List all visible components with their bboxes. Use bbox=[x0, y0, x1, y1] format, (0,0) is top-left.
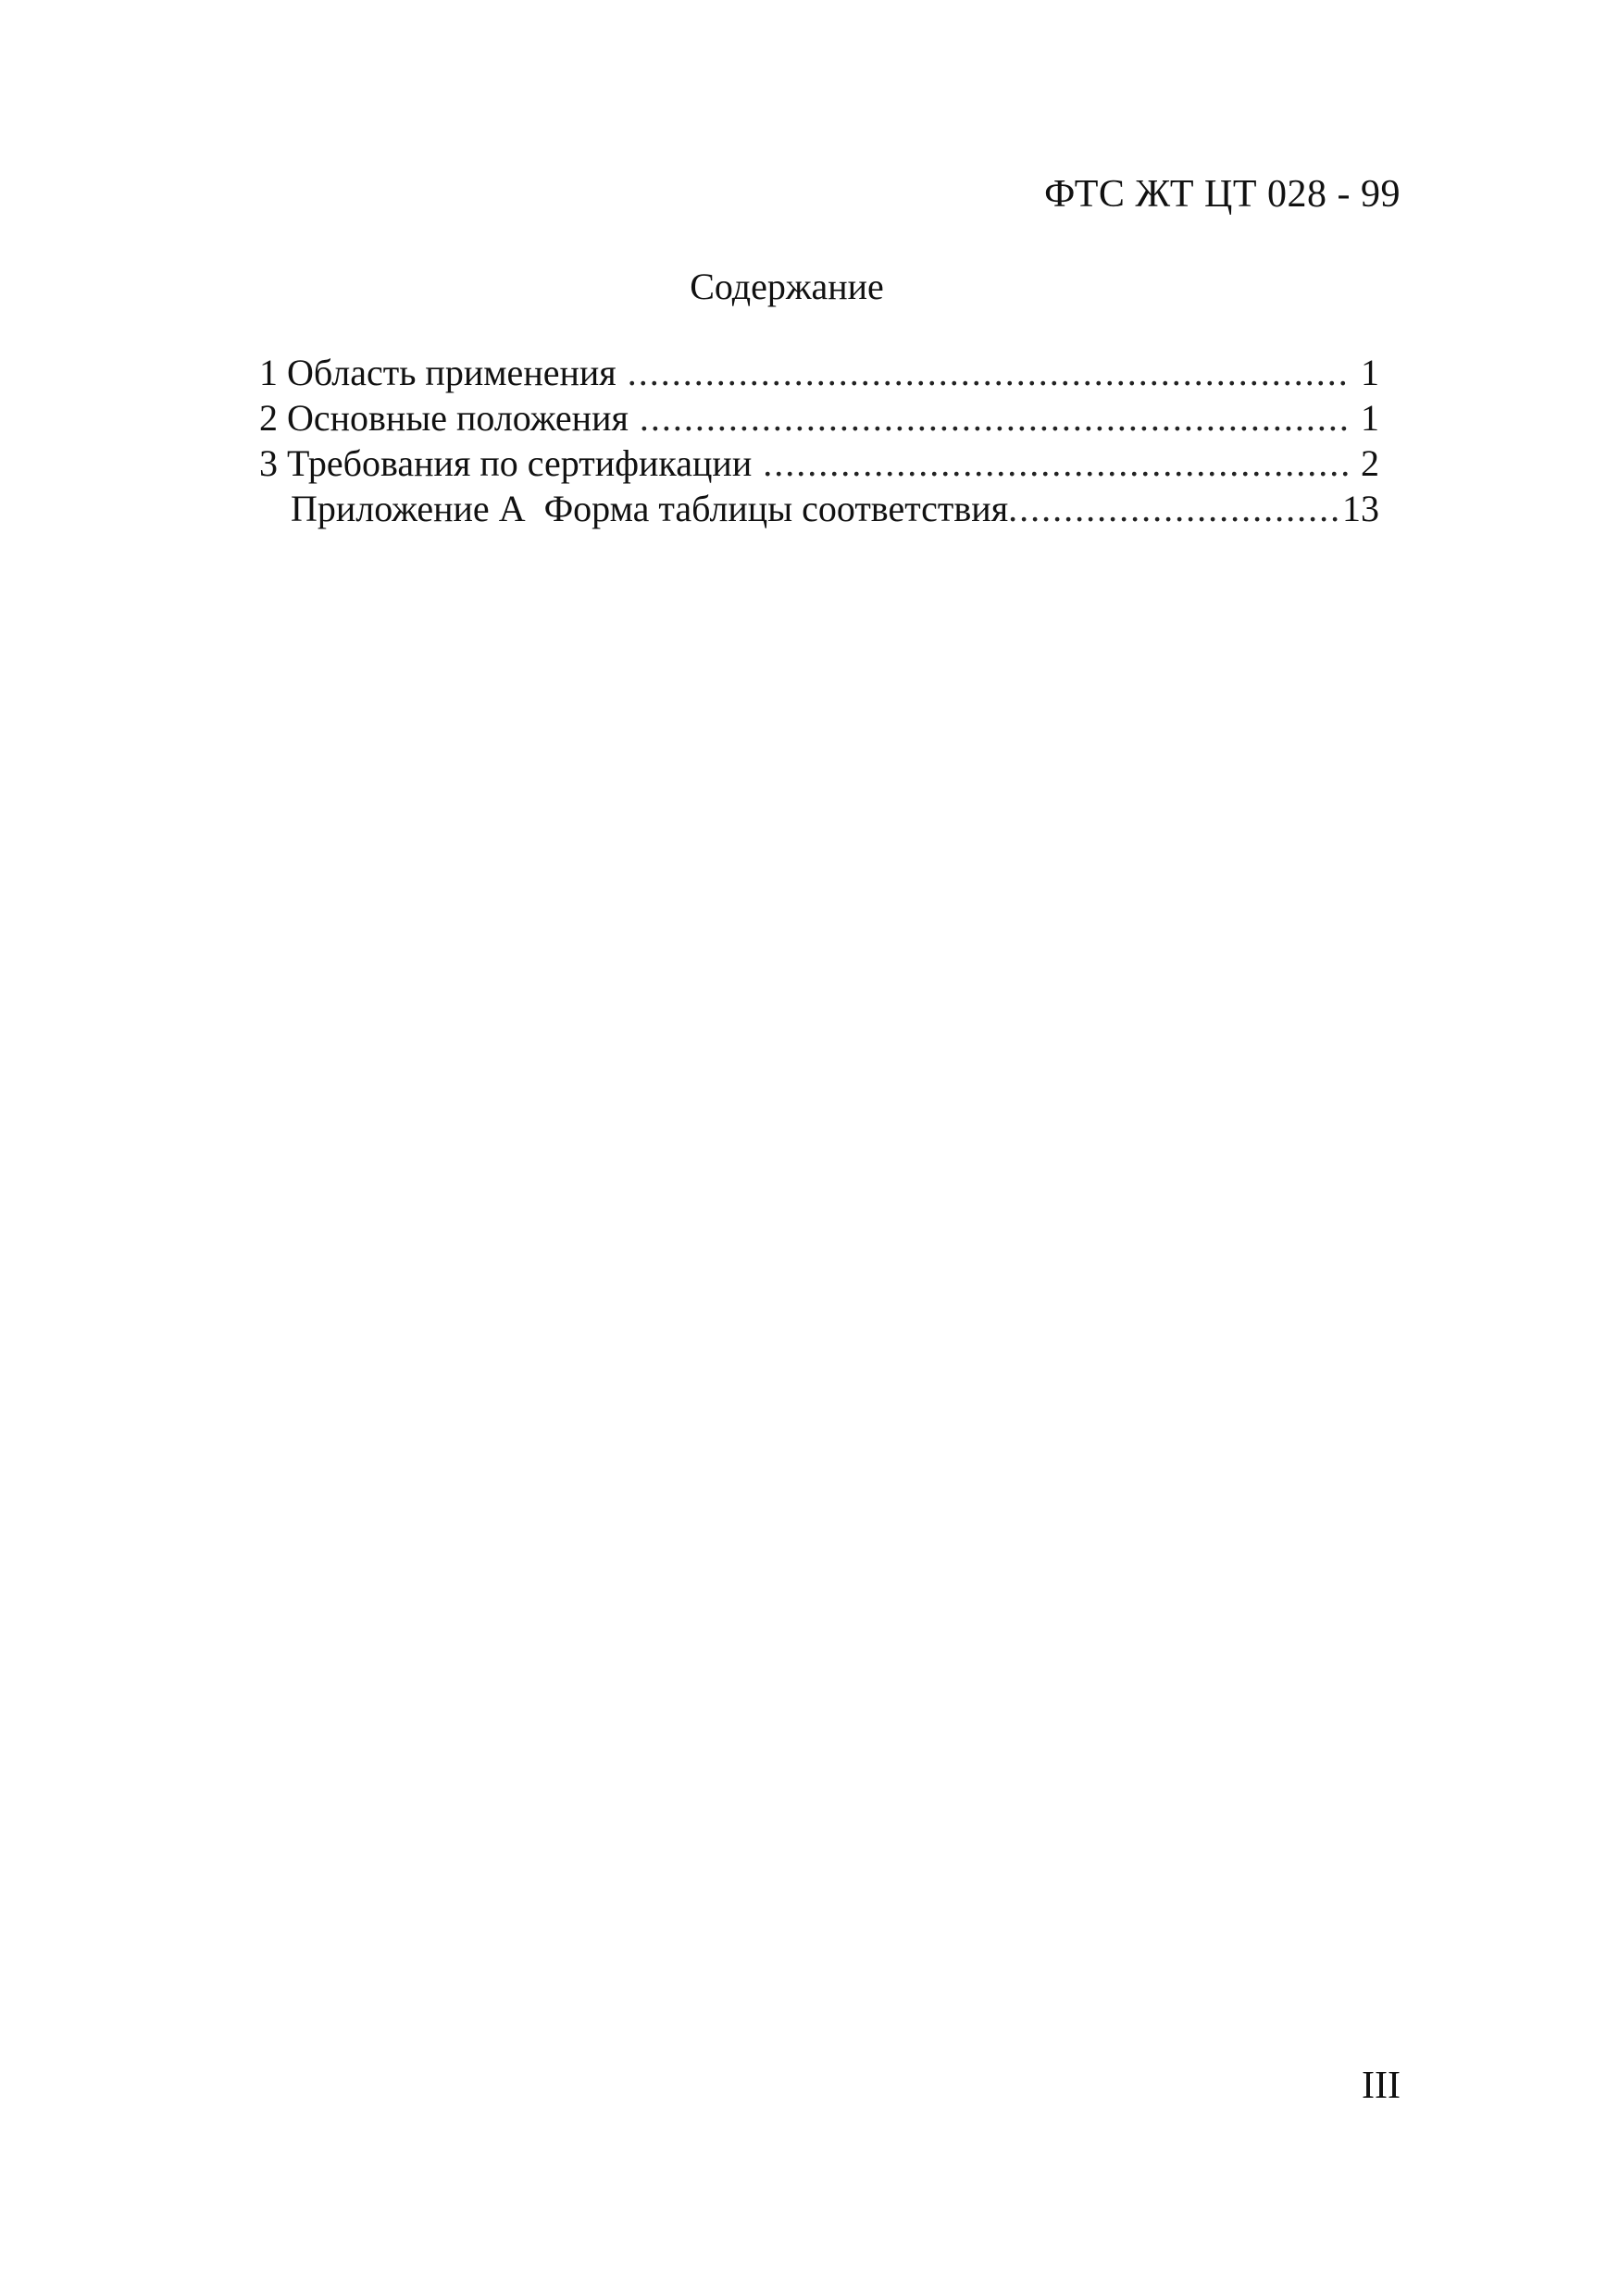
toc-entry-label: Приложение А Форма таблицы соответствия bbox=[291, 488, 1009, 529]
toc-entry-label: 3 Требования по сертификации bbox=[259, 442, 753, 484]
toc-entry-certification-requirements[interactable] bbox=[259, 441, 1379, 486]
toc-leader-dots bbox=[640, 395, 1350, 441]
toc-entry-page: 1 bbox=[1361, 352, 1379, 393]
table-of-contents bbox=[259, 350, 1379, 531]
document-code: ФТС ЖТ ЦТ 028 - 99 bbox=[1044, 173, 1401, 216]
toc-leader-dots bbox=[628, 350, 1350, 395]
toc-title: Содержание bbox=[690, 266, 884, 307]
toc-entry-label: 1 Область применения bbox=[259, 352, 616, 393]
toc-entry-page: 1 bbox=[1361, 397, 1379, 439]
toc-leader-dots bbox=[763, 441, 1350, 486]
toc-entry-label: 2 Основные положения bbox=[259, 397, 629, 439]
toc-entry-main-provisions[interactable] bbox=[259, 395, 1379, 441]
toc-entry-page: 2 bbox=[1361, 442, 1379, 484]
toc-entry-page: 13 bbox=[1342, 488, 1379, 529]
toc-entry-appendix-a[interactable] bbox=[259, 486, 1379, 531]
toc-leader-dots bbox=[1008, 486, 1340, 531]
toc-entry-scope[interactable] bbox=[259, 350, 1379, 395]
page-number: III bbox=[1362, 2065, 1401, 2107]
